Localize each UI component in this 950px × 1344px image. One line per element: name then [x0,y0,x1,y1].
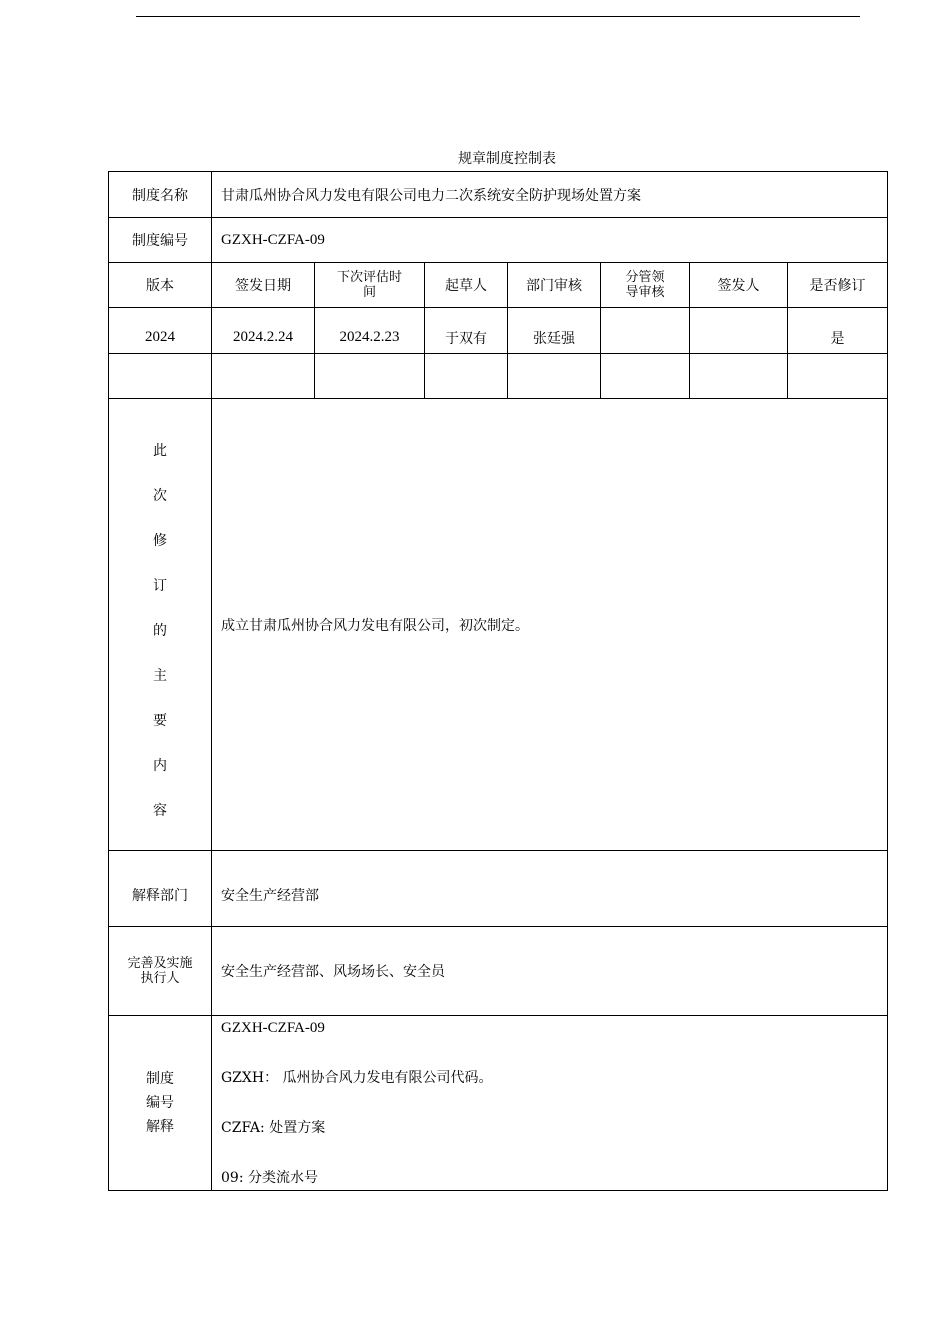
code-explain-line: 09: 分类流水号 [221,1170,318,1186]
col-next-review [315,263,425,308]
code-explain-line: CZFA: 处置方案 [221,1120,326,1136]
code-value: GZXH-CZFA-09 [212,218,888,263]
empty-cell [425,354,508,399]
record-leader-review [601,308,690,354]
revision-label-char: 订 [153,578,167,594]
name-label: 制度名称 [109,172,212,218]
control-table [108,171,888,1191]
revision-label-char: 主 [153,668,167,684]
revision-label-char: 要 [153,713,167,729]
record-row [109,308,888,354]
revision-label [109,399,212,851]
col-leader-review-line1: 分管领 [625,270,665,285]
code-explain-label-line: 制度 [146,1071,174,1087]
code-explain-line: GZXH： 瓜州协合风力发电有限公司代码。 [221,1070,493,1086]
code-explain-label [109,1016,212,1191]
col-dept-review: 部门审核 [508,263,601,308]
record-dept-review: 张廷强 [508,308,601,354]
revision-content: 成立甘肃瓜州协合风力发电有限公司，初次制定。 [212,399,888,851]
name-value: 甘肃瓜州协合风力发电有限公司电力二次系统安全防护现场处置方案 [212,172,888,218]
empty-row [109,354,888,399]
col-version: 版本 [109,263,212,308]
revision-label-char: 的 [153,623,167,639]
col-leader-review [601,263,690,308]
empty-cell [212,354,315,399]
code-label: 制度编号 [109,218,212,263]
record-issuer [690,308,788,354]
revision-label-char: 容 [153,803,167,819]
empty-cell [690,354,788,399]
executor-value: 安全生产经营部、风场场长、安全员 [212,927,888,1016]
col-next-review-line2: 间 [362,285,376,300]
code-explain-row [109,1016,888,1191]
interpret-label: 解释部门 [109,851,212,927]
record-revised: 是 [788,308,888,354]
revision-label-char: 内 [153,758,167,774]
document-title: 规章制度控制表 [458,151,556,167]
col-issuer: 签发人 [690,263,788,308]
revision-label-char: 此 [153,443,167,459]
record-drafter: 于双有 [425,308,508,354]
code-explain-line: GZXH-CZFA-09 [221,1020,325,1036]
col-revised: 是否修订 [788,263,888,308]
name-row [109,172,888,218]
empty-cell [788,354,888,399]
col-drafter: 起草人 [425,263,508,308]
col-leader-review-line2: 导审核 [625,285,665,300]
header-row [109,263,888,308]
empty-cell [601,354,690,399]
code-row [109,218,888,263]
revision-row [109,399,888,851]
code-explain-label-line: 解释 [146,1119,174,1135]
interpret-value: 安全生产经营部 [212,851,888,927]
record-next-review: 2024.2.23 [315,308,425,354]
executor-label-line1: 完善及实施 [127,956,193,971]
executor-label [109,927,212,1016]
interpret-row [109,851,888,927]
record-issue-date: 2024.2.24 [212,308,315,354]
col-issue-date: 签发日期 [212,263,315,308]
code-explain-label-line: 编号 [146,1095,174,1111]
header-rule [136,16,860,17]
col-next-review-line1: 下次评估时 [336,270,402,285]
executor-label-line2: 执行人 [140,971,180,986]
revision-label-char: 次 [153,488,167,504]
empty-cell [508,354,601,399]
empty-cell [109,354,212,399]
empty-cell [315,354,425,399]
executor-row [109,927,888,1016]
revision-label-char: 修 [153,533,167,549]
record-version: 2024 [109,308,212,354]
code-explain-content [212,1016,888,1191]
